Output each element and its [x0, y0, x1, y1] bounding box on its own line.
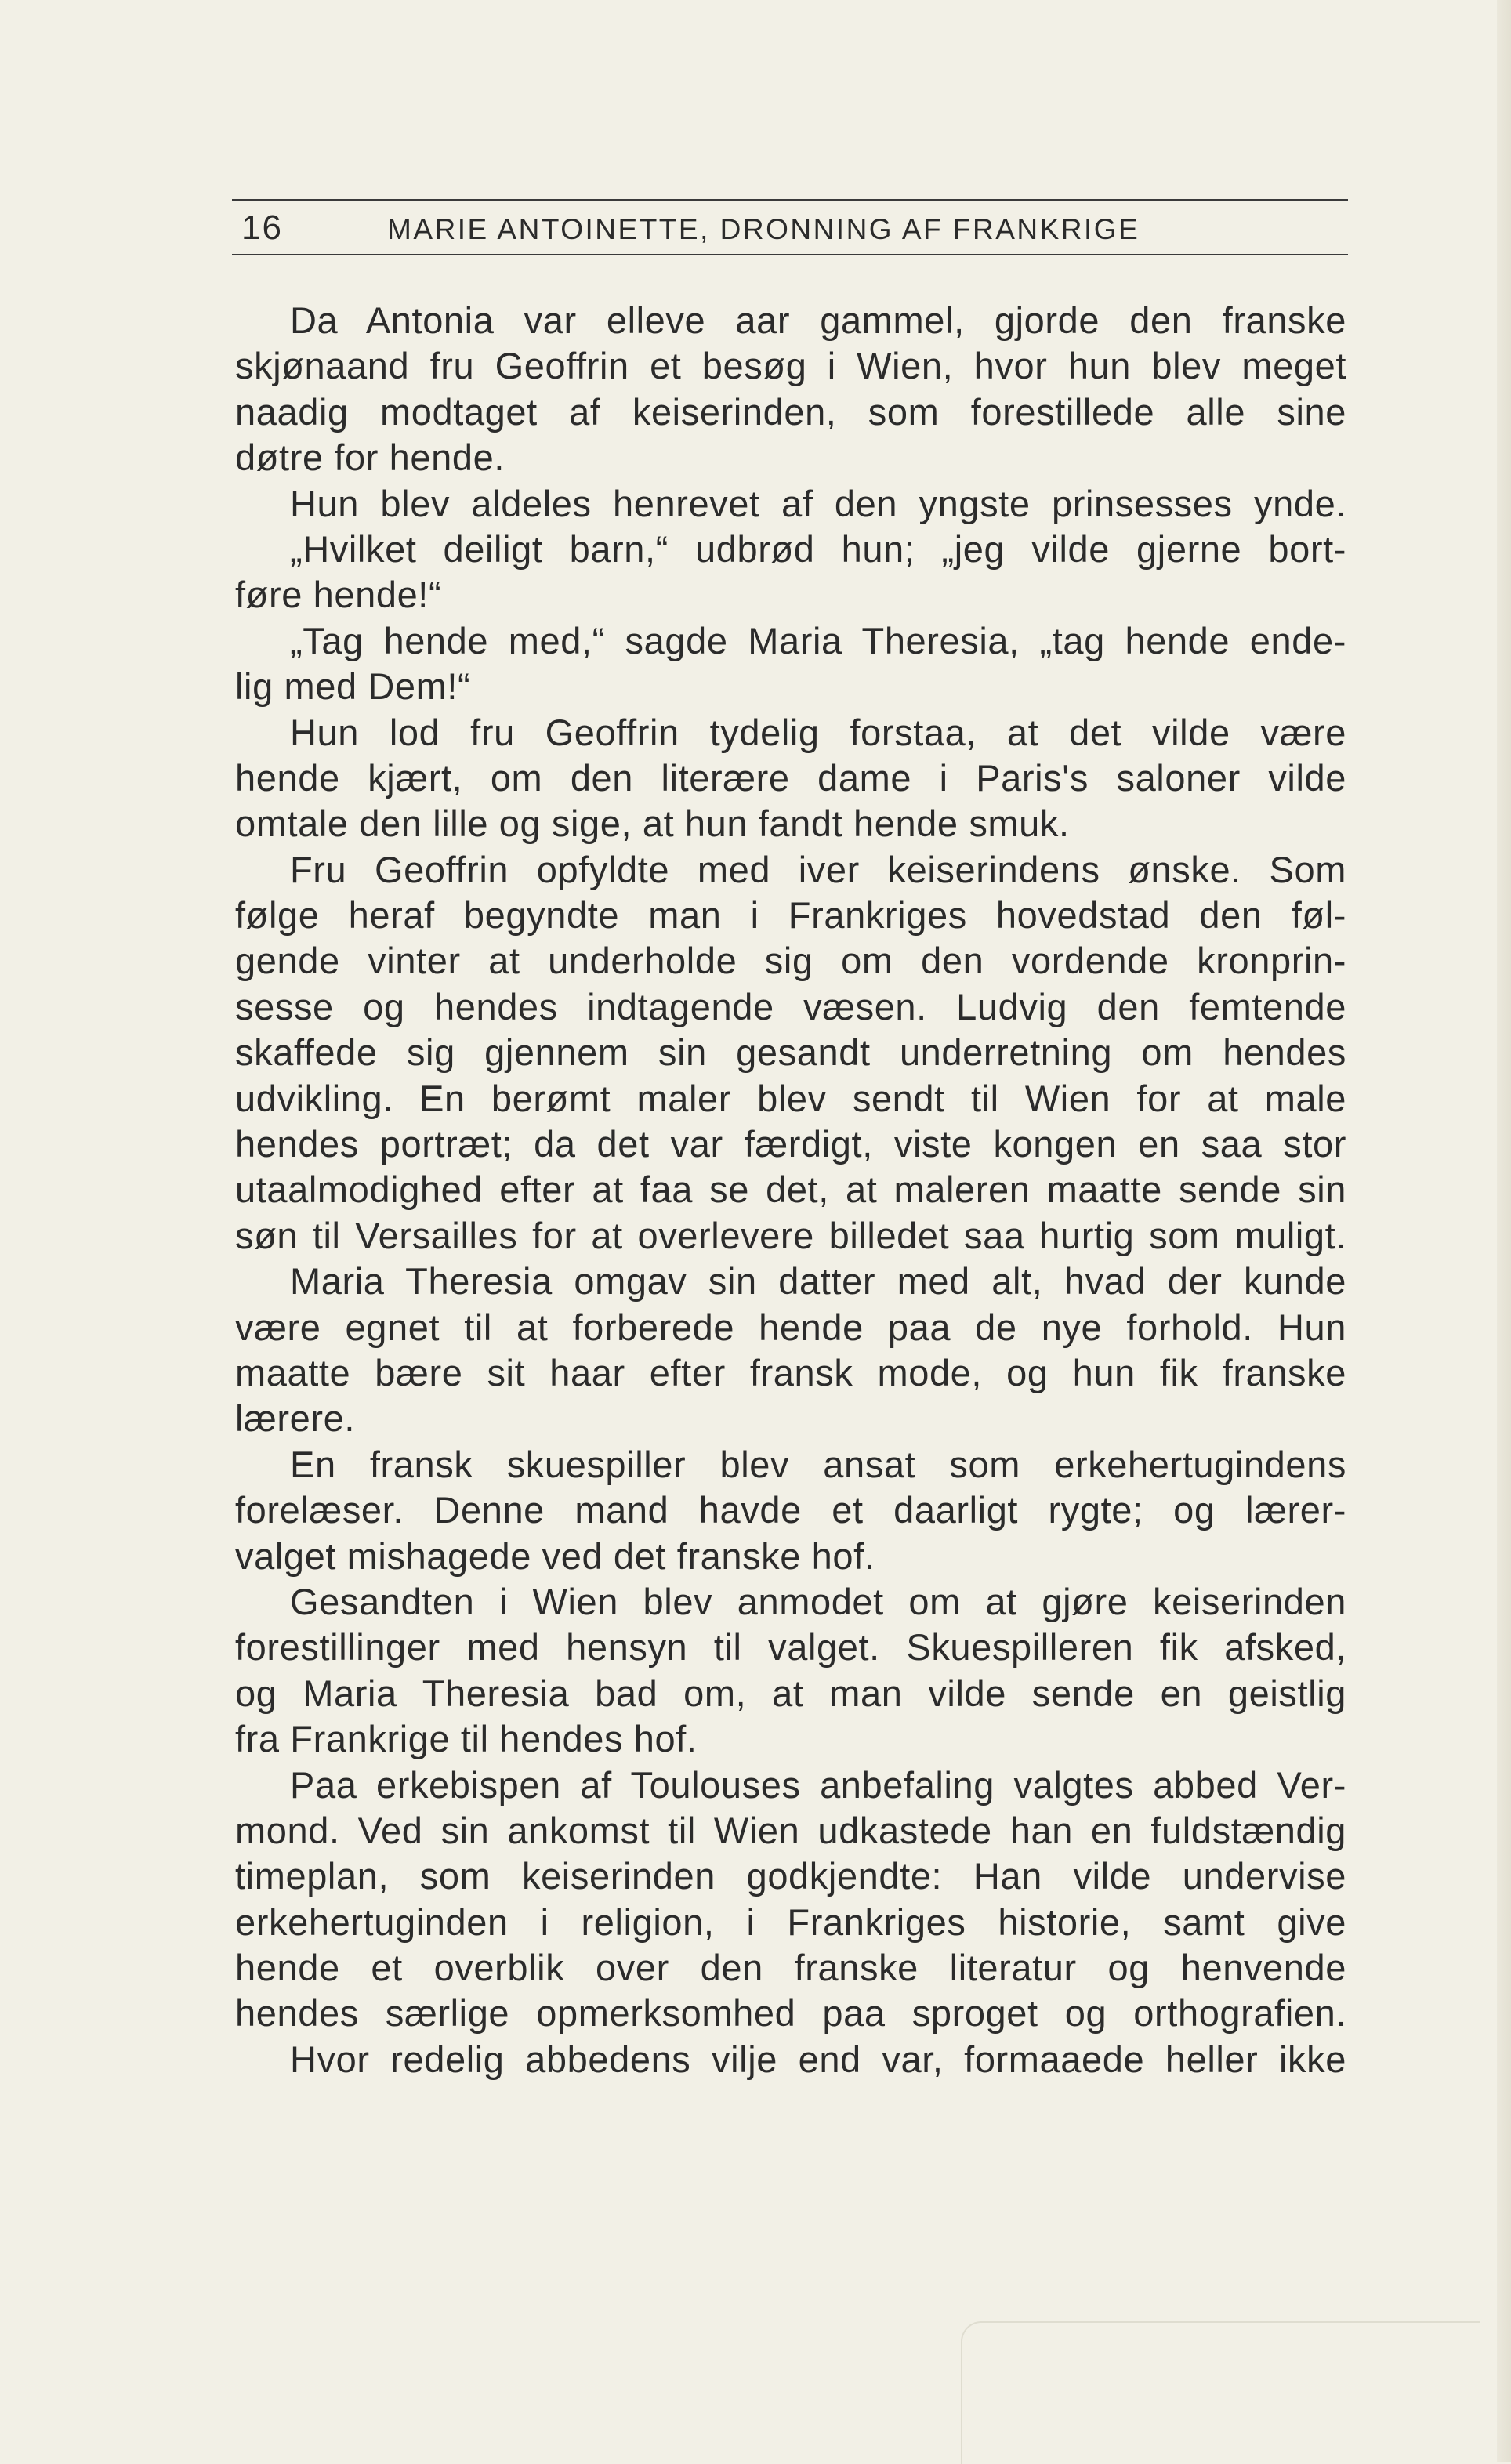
text-line: valget mishagede ved det franske hof.: [235, 1535, 875, 1577]
running-header: [232, 205, 1348, 249]
text-line: Paa erkebispen af Toulouses anbefaling valgtes abbed Ver-: [290, 1763, 1346, 1806]
running-title: MARIE ANTOINETTE, DRONNING AF FRANKRIGE: [387, 213, 1140, 245]
text-line: utaalmodighed efter at faa se det, at maleren maatte sende sin: [235, 1169, 1346, 1211]
text-line: Da Antonia var elleve aar gammel, gjorde den franske: [290, 299, 1346, 341]
text-line: Gesandten i Wien blev anmodet om at gjøre keiserinden: [290, 1580, 1346, 1622]
text-line: skaffede sig gjennem sin gesandt underretning om hendes: [235, 1031, 1346, 1074]
text-line: Fru Geoffrin opfyldte med iver keiserindens ønske. Som: [290, 848, 1346, 890]
page-number: 16: [241, 208, 283, 247]
text-line: søn til Versailles for at overlevere billedet saa hurtig som muligt.: [235, 1214, 1346, 1256]
text-line: sesse og hendes indtagende væsen. Ludvig den femtende: [235, 985, 1346, 1027]
header-rule-bottom: [232, 254, 1348, 255]
text-line: døtre for hende.: [235, 437, 505, 479]
text-line: være egnet til at forberede hende paa de nye forhold. Hun: [235, 1306, 1346, 1348]
text-line: lig med Dem!“: [235, 665, 471, 708]
text-line: hendes portræt; da det var færdigt, viste kongen en saa stor: [235, 1123, 1346, 1165]
text-line: følge heraf begyndte man i Frankriges hovedstad den føl-: [235, 894, 1346, 937]
text-line: og Maria Theresia bad om, at man vilde sende en geistlig: [235, 1672, 1346, 1714]
text-line: omtale den lille og sige, at hun fandt hende smuk.: [235, 803, 1070, 845]
text-line: gende vinter at underholde sig om den vordende kronprin-: [235, 940, 1346, 982]
text-line: „Tag hende med,“ sagde Maria Theresia, „tag hende ende-: [290, 619, 1346, 661]
text-line: fra Frankrige til hendes hof.: [235, 1718, 698, 1760]
text-line: mond. Ved sin ankomst til Wien udkastede han en fuldstændig: [235, 1809, 1346, 1851]
text-line: erkehertuginden i religion, i Frankriges historie, samt give: [235, 1901, 1346, 1943]
text-line: Maria Theresia omgav sin datter med alt, hvad der kunde: [290, 1260, 1346, 1303]
text-line: maatte bære sit haar efter fransk mode, og hun fik franske: [235, 1351, 1346, 1393]
header-rule-top: [232, 199, 1348, 201]
text-line: Hun lod fru Geoffrin tydelig forstaa, at det vilde være: [290, 711, 1346, 753]
text-line: lærere.: [235, 1397, 356, 1440]
text-line: naadig modtaget af keiserinden, som forestillede alle sine: [235, 390, 1346, 433]
page-smudge: [961, 2321, 1480, 2464]
text-line: udvikling. En berømt maler blev sendt til Wien for at male: [235, 1077, 1346, 1119]
text-line: hende kjært, om den literære dame i Paris's saloner vilde: [235, 756, 1346, 799]
text-line: Hvor redelig abbedens vilje end var, formaaede heller ikke: [290, 2038, 1346, 2080]
text-line: føre hende!“: [235, 574, 442, 616]
text-line: skjønaand fru Geoffrin et besøg i Wien, hvor hun blev meget: [235, 345, 1346, 387]
body-text: [235, 298, 1346, 2082]
text-line: hendes særlige opmerksomhed paa sproget og orthografien.: [235, 1992, 1346, 2035]
text-line: forelæser. Denne mand havde et daarligt rygte; og lærer-: [235, 1489, 1346, 1531]
text-line: timeplan, som keiserinden godkjendte: Han vilde undervise: [235, 1855, 1346, 1897]
page-edge: [1497, 0, 1511, 2462]
text-line: forestillinger med hensyn til valget. Skuespilleren fik afsked,: [235, 1626, 1346, 1669]
text-line: hende et overblik over den franske literatur og henvende: [235, 1947, 1346, 1989]
text-line: „Hvilket deiligt barn,“ udbrød hun; „jeg vilde gjerne bort-: [290, 527, 1346, 570]
text-line: En fransk skuespiller blev ansat som erkehertugindens: [290, 1443, 1346, 1485]
text-line: Hun blev aldeles henrevet af den yngste prinsesses ynde.: [290, 482, 1346, 524]
